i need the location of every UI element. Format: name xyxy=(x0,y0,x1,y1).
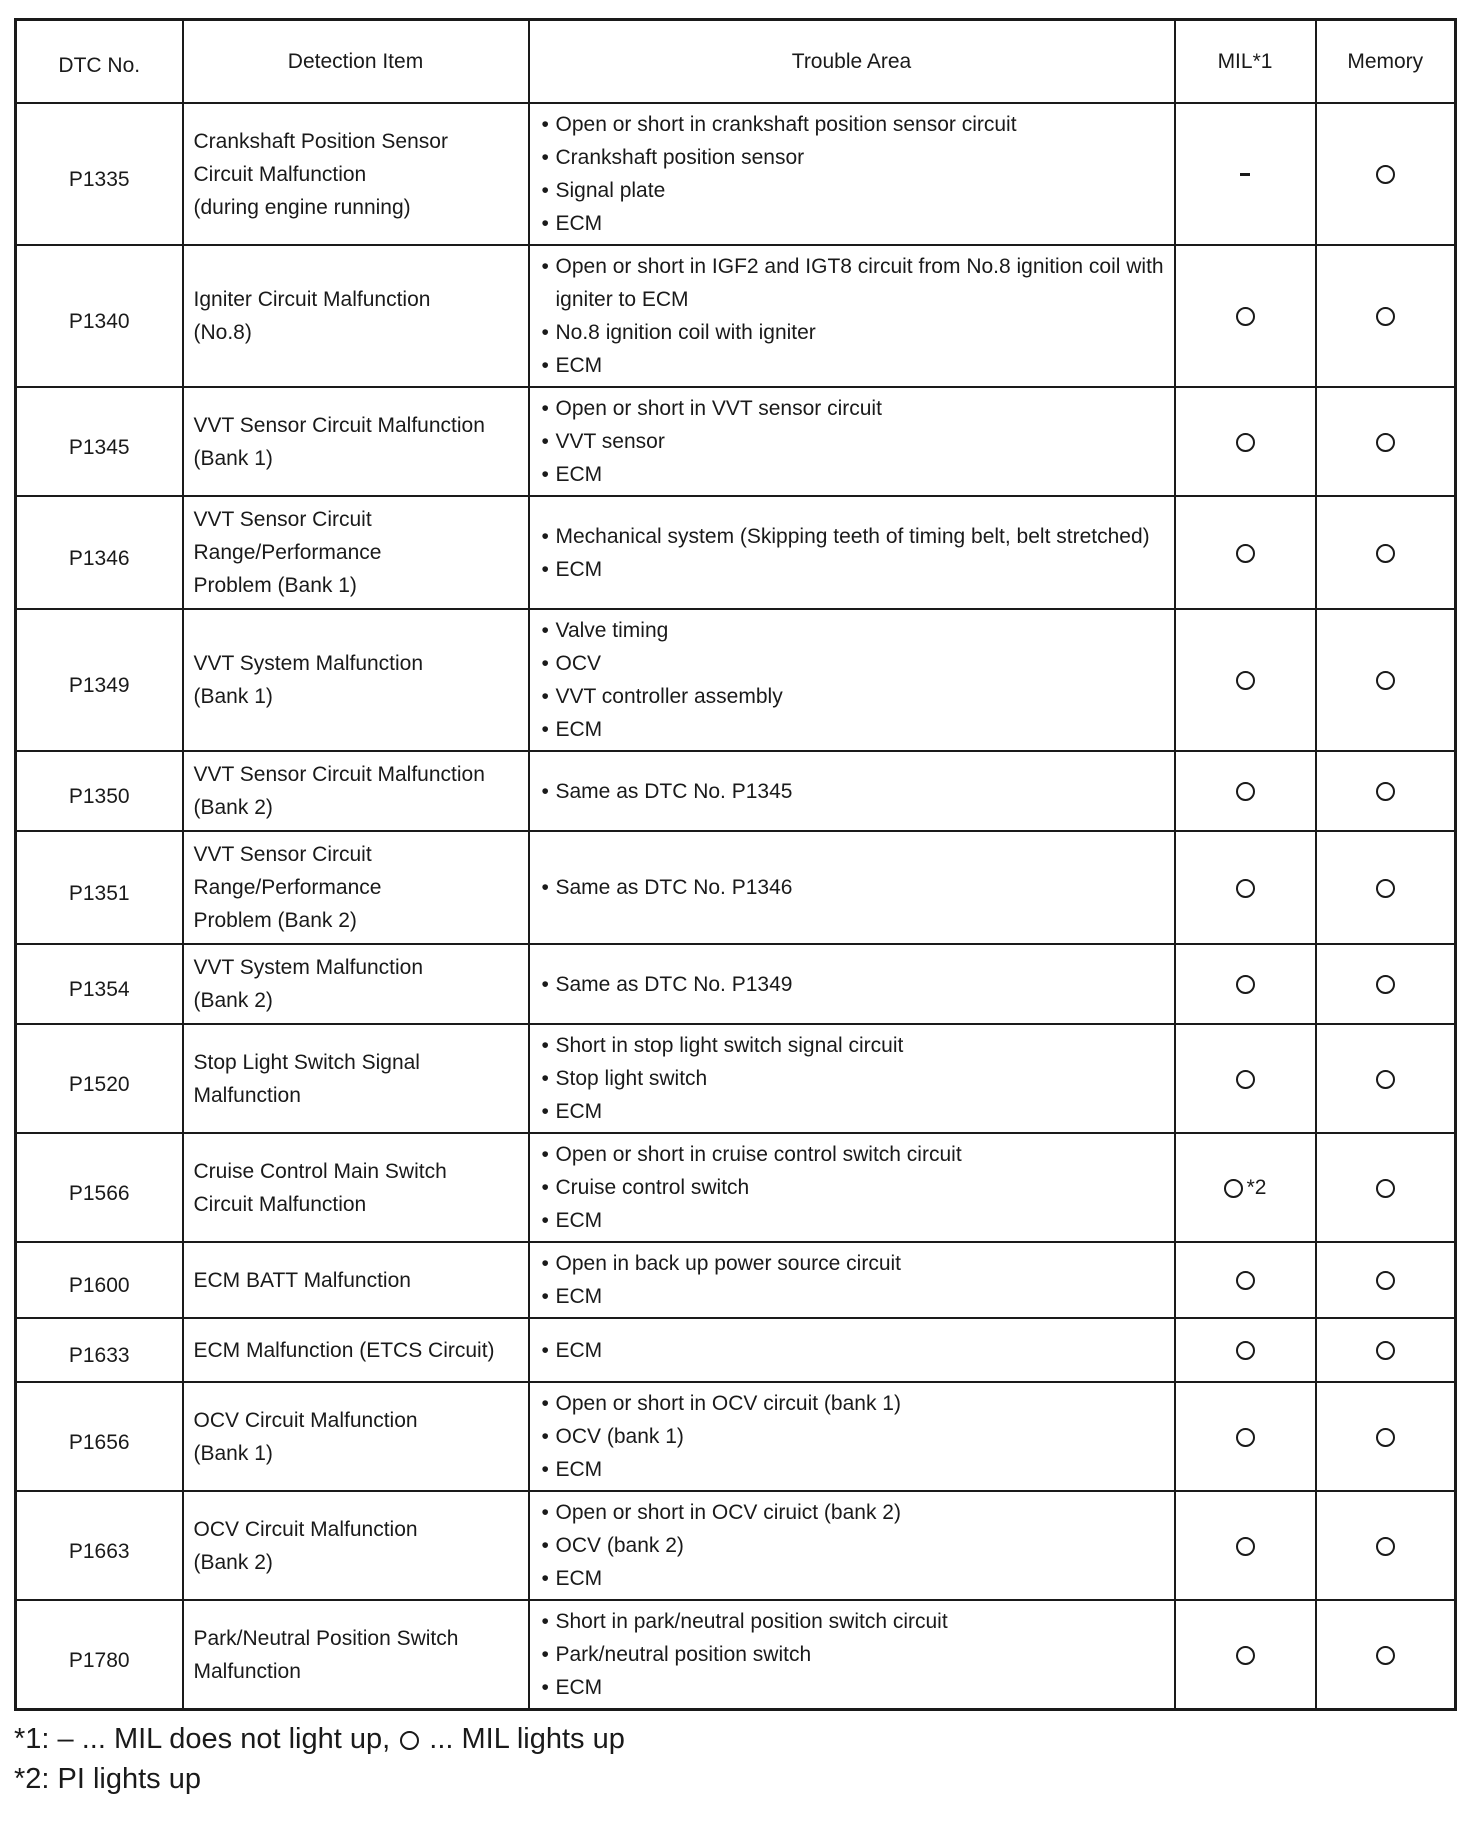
memory-cell xyxy=(1316,609,1456,751)
circle-icon xyxy=(1376,1646,1395,1665)
dtc-code-cell: P1349 xyxy=(16,609,183,751)
detection-item-cell: ECM BATT Malfunction xyxy=(183,1242,529,1318)
trouble-area-cell xyxy=(529,1318,1175,1382)
circle-icon xyxy=(1236,1646,1255,1665)
footnote-2: *2: PI lights up xyxy=(14,1763,201,1795)
detection-item-cell: Stop Light Switch Signal Malfunction xyxy=(183,1024,529,1133)
trouble-area-list xyxy=(540,1138,1168,1237)
detection-item-cell: VVT Sensor Circuit Range/Performance Problem (Bank 1) xyxy=(183,496,529,609)
trouble-area-cell xyxy=(529,1133,1175,1242)
detection-item-cell: VVT Sensor Circuit Malfunction (Bank 2) xyxy=(183,751,529,831)
trouble-area-list xyxy=(540,108,1168,240)
footnote-1-suffix: ... MIL lights up xyxy=(429,1723,625,1755)
header-detection-item: Detection Item xyxy=(183,20,529,104)
dtc-table xyxy=(14,18,1457,1711)
dtc-document xyxy=(14,18,1454,1799)
trouble-area-item: • Park/neutral position switch xyxy=(540,1638,1168,1671)
dtc-code-cell: P1600 xyxy=(16,1242,183,1318)
detection-item-cell: Igniter Circuit Malfunction (No.8) xyxy=(183,245,529,387)
table-row xyxy=(16,831,1456,944)
mil-cell xyxy=(1175,1600,1316,1710)
circle-icon xyxy=(1376,1537,1395,1556)
trouble-area-cell xyxy=(529,1242,1175,1318)
trouble-area-list xyxy=(540,1029,1168,1128)
trouble-area-list xyxy=(540,614,1168,746)
table-row xyxy=(16,1024,1456,1133)
circle-icon xyxy=(1376,879,1395,898)
circle-icon xyxy=(1236,433,1255,452)
circle-icon xyxy=(1236,782,1255,801)
trouble-area-list xyxy=(540,1496,1168,1595)
circle-icon xyxy=(1376,165,1395,184)
circle-icon xyxy=(1376,671,1395,690)
trouble-area-item: • ECM xyxy=(540,349,1168,382)
memory-cell xyxy=(1316,103,1456,245)
header-dtc-no: DTC No. xyxy=(16,20,183,104)
trouble-area-item: • No.8 ignition coil with igniter xyxy=(540,316,1168,349)
trouble-area-item: • Stop light switch xyxy=(540,1062,1168,1095)
trouble-area-list xyxy=(540,1387,1168,1486)
mil-cell xyxy=(1175,1133,1316,1242)
dtc-code-cell: P1346 xyxy=(16,496,183,609)
dtc-code-cell: P1350 xyxy=(16,751,183,831)
table-row xyxy=(16,245,1456,387)
trouble-area-cell xyxy=(529,1491,1175,1600)
trouble-area-cell xyxy=(529,751,1175,831)
dtc-code-cell: P1566 xyxy=(16,1133,183,1242)
circle-icon xyxy=(1376,782,1395,801)
header-memory: Memory xyxy=(1316,20,1456,104)
trouble-area-item: • ECM xyxy=(540,713,1168,746)
trouble-area-item: • Short in stop light switch signal circuit xyxy=(540,1029,1168,1062)
trouble-area-item: • ECM xyxy=(540,1280,1168,1313)
detection-item-cell: ECM Malfunction (ETCS Circuit) xyxy=(183,1318,529,1382)
dtc-code-cell: P1345 xyxy=(16,387,183,496)
trouble-area-item: • VVT sensor xyxy=(540,425,1168,458)
memory-cell xyxy=(1316,831,1456,944)
trouble-area-item: • Signal plate xyxy=(540,174,1168,207)
trouble-area-item: • Open or short in crankshaft position sensor circuit xyxy=(540,108,1168,141)
trouble-area-item: • ECM xyxy=(540,207,1168,240)
trouble-area-cell xyxy=(529,103,1175,245)
circle-icon xyxy=(1376,975,1395,994)
table-row xyxy=(16,1600,1456,1710)
circle-icon xyxy=(1376,1179,1395,1198)
memory-cell xyxy=(1316,1024,1456,1133)
circle-icon xyxy=(1236,1428,1255,1447)
detection-item-cell: VVT Sensor Circuit Malfunction (Bank 1) xyxy=(183,387,529,496)
circle-icon xyxy=(1236,671,1255,690)
trouble-area-item: • ECM xyxy=(540,1204,1168,1237)
trouble-area-list xyxy=(540,1334,1168,1367)
header-trouble-area: Trouble Area xyxy=(529,20,1175,104)
trouble-area-item: • OCV xyxy=(540,647,1168,680)
dash-icon xyxy=(1240,173,1250,176)
circle-icon xyxy=(1376,307,1395,326)
memory-cell xyxy=(1316,1242,1456,1318)
footnotes xyxy=(14,1719,1454,1799)
memory-cell xyxy=(1316,387,1456,496)
circle-icon xyxy=(1376,1428,1395,1447)
table-row xyxy=(16,387,1456,496)
mil-cell xyxy=(1175,751,1316,831)
trouble-area-item: • Open or short in OCV circuit (bank 1) xyxy=(540,1387,1168,1420)
mil-cell xyxy=(1175,103,1316,245)
trouble-area-item: • Crankshaft position sensor xyxy=(540,141,1168,174)
memory-cell xyxy=(1316,1318,1456,1382)
circle-icon xyxy=(400,1731,419,1750)
detection-item-cell: OCV Circuit Malfunction (Bank 1) xyxy=(183,1382,529,1491)
trouble-area-cell xyxy=(529,496,1175,609)
dtc-code-cell: P1663 xyxy=(16,1491,183,1600)
table-row xyxy=(16,609,1456,751)
dtc-code-cell: P1340 xyxy=(16,245,183,387)
table-row xyxy=(16,103,1456,245)
table-row xyxy=(16,1382,1456,1491)
memory-cell xyxy=(1316,944,1456,1024)
trouble-area-item: • Same as DTC No. P1345 xyxy=(540,775,1168,808)
trouble-area-item: • ECM xyxy=(540,553,1168,586)
header-mil: MIL*1 xyxy=(1175,20,1316,104)
detection-item-cell: Park/Neutral Position Switch Malfunction xyxy=(183,1600,529,1710)
footnote-1-prefix: *1: – ... MIL does not light up, xyxy=(14,1723,391,1755)
detection-item-cell: VVT Sensor Circuit Range/Performance Problem (Bank 2) xyxy=(183,831,529,944)
mil-cell xyxy=(1175,496,1316,609)
dtc-table-body xyxy=(16,103,1456,1710)
circle-icon xyxy=(1236,1271,1255,1290)
trouble-area-item: • Mechanical system (Skipping teeth of timing belt, belt stretched) xyxy=(540,520,1168,553)
detection-item-cell: VVT System Malfunction (Bank 2) xyxy=(183,944,529,1024)
header-row xyxy=(16,20,1456,104)
memory-cell xyxy=(1316,1491,1456,1600)
trouble-area-item: • Valve timing xyxy=(540,614,1168,647)
table-row xyxy=(16,496,1456,609)
trouble-area-item: • Short in park/neutral position switch circuit xyxy=(540,1605,1168,1638)
circle-icon xyxy=(1376,1341,1395,1360)
dtc-code-cell: P1520 xyxy=(16,1024,183,1133)
memory-cell xyxy=(1316,496,1456,609)
trouble-area-item: • ECM xyxy=(540,1334,1168,1367)
trouble-area-list xyxy=(540,250,1168,382)
table-row xyxy=(16,944,1456,1024)
table-row xyxy=(16,1318,1456,1382)
trouble-area-cell xyxy=(529,944,1175,1024)
circle-icon xyxy=(1236,879,1255,898)
trouble-area-cell xyxy=(529,1024,1175,1133)
trouble-area-list xyxy=(540,392,1168,491)
footnote-1 xyxy=(14,1719,1454,1759)
trouble-area-list xyxy=(540,1247,1168,1313)
circle-icon xyxy=(1236,307,1255,326)
circle-icon xyxy=(1376,1271,1395,1290)
trouble-area-list xyxy=(540,775,1168,808)
mil-footnote-ref: *2 xyxy=(1246,1176,1267,1199)
trouble-area-item: • Open or short in IGF2 and IGT8 circuit from No.8 ignition coil with igniter to ECM xyxy=(540,250,1168,316)
mil-cell xyxy=(1175,1382,1316,1491)
circle-icon xyxy=(1236,1537,1255,1556)
table-row xyxy=(16,1242,1456,1318)
dtc-code-cell: P1354 xyxy=(16,944,183,1024)
memory-cell xyxy=(1316,1133,1456,1242)
trouble-area-item: • ECM xyxy=(540,1453,1168,1486)
detection-item-cell: Cruise Control Main Switch Circuit Malfunction xyxy=(183,1133,529,1242)
trouble-area-item: • Cruise control switch xyxy=(540,1171,1168,1204)
mil-cell xyxy=(1175,609,1316,751)
circle-icon xyxy=(1224,1179,1243,1198)
trouble-area-item: • Same as DTC No. P1346 xyxy=(540,871,1168,904)
trouble-area-item: • Same as DTC No. P1349 xyxy=(540,968,1168,1001)
trouble-area-cell xyxy=(529,609,1175,751)
mil-cell xyxy=(1175,387,1316,496)
table-row xyxy=(16,1133,1456,1242)
trouble-area-item: • Open or short in cruise control switch circuit xyxy=(540,1138,1168,1171)
memory-cell xyxy=(1316,1600,1456,1710)
trouble-area-cell xyxy=(529,1382,1175,1491)
circle-icon xyxy=(1376,433,1395,452)
trouble-area-item: • ECM xyxy=(540,458,1168,491)
memory-cell xyxy=(1316,751,1456,831)
trouble-area-item: • OCV (bank 1) xyxy=(540,1420,1168,1453)
dtc-code-cell: P1780 xyxy=(16,1600,183,1710)
trouble-area-item: • ECM xyxy=(540,1562,1168,1595)
trouble-area-item: • Open or short in OCV ciruict (bank 2) xyxy=(540,1496,1168,1529)
memory-cell xyxy=(1316,245,1456,387)
mil-cell xyxy=(1175,1491,1316,1600)
mil-cell xyxy=(1175,245,1316,387)
detection-item-cell: Crankshaft Position Sensor Circuit Malfunction (during engine running) xyxy=(183,103,529,245)
mil-cell xyxy=(1175,1024,1316,1133)
trouble-area-cell xyxy=(529,831,1175,944)
mil-cell xyxy=(1175,944,1316,1024)
trouble-area-cell xyxy=(529,245,1175,387)
table-row xyxy=(16,1491,1456,1600)
circle-icon xyxy=(1376,544,1395,563)
circle-icon xyxy=(1376,1070,1395,1089)
dtc-code-cell: P1351 xyxy=(16,831,183,944)
table-row xyxy=(16,751,1456,831)
detection-item-cell: VVT System Malfunction (Bank 1) xyxy=(183,609,529,751)
trouble-area-cell xyxy=(529,1600,1175,1710)
trouble-area-item: • VVT controller assembly xyxy=(540,680,1168,713)
trouble-area-item: • ECM xyxy=(540,1095,1168,1128)
trouble-area-list xyxy=(540,1605,1168,1704)
memory-cell xyxy=(1316,1382,1456,1491)
trouble-area-item: • Open in back up power source circuit xyxy=(540,1247,1168,1280)
trouble-area-cell xyxy=(529,387,1175,496)
circle-icon xyxy=(1236,975,1255,994)
trouble-area-list xyxy=(540,968,1168,1001)
circle-icon xyxy=(1236,1341,1255,1360)
dtc-code-cell: P1633 xyxy=(16,1318,183,1382)
trouble-area-item: • ECM xyxy=(540,1671,1168,1704)
trouble-area-list xyxy=(540,871,1168,904)
dtc-code-cell: P1656 xyxy=(16,1382,183,1491)
mil-cell xyxy=(1175,1318,1316,1382)
circle-icon xyxy=(1236,544,1255,563)
mil-cell xyxy=(1175,831,1316,944)
dtc-code-cell: P1335 xyxy=(16,103,183,245)
detection-item-cell: OCV Circuit Malfunction (Bank 2) xyxy=(183,1491,529,1600)
trouble-area-item: • OCV (bank 2) xyxy=(540,1529,1168,1562)
trouble-area-item: • Open or short in VVT sensor circuit xyxy=(540,392,1168,425)
mil-cell xyxy=(1175,1242,1316,1318)
circle-icon xyxy=(1236,1070,1255,1089)
trouble-area-list xyxy=(540,520,1168,586)
